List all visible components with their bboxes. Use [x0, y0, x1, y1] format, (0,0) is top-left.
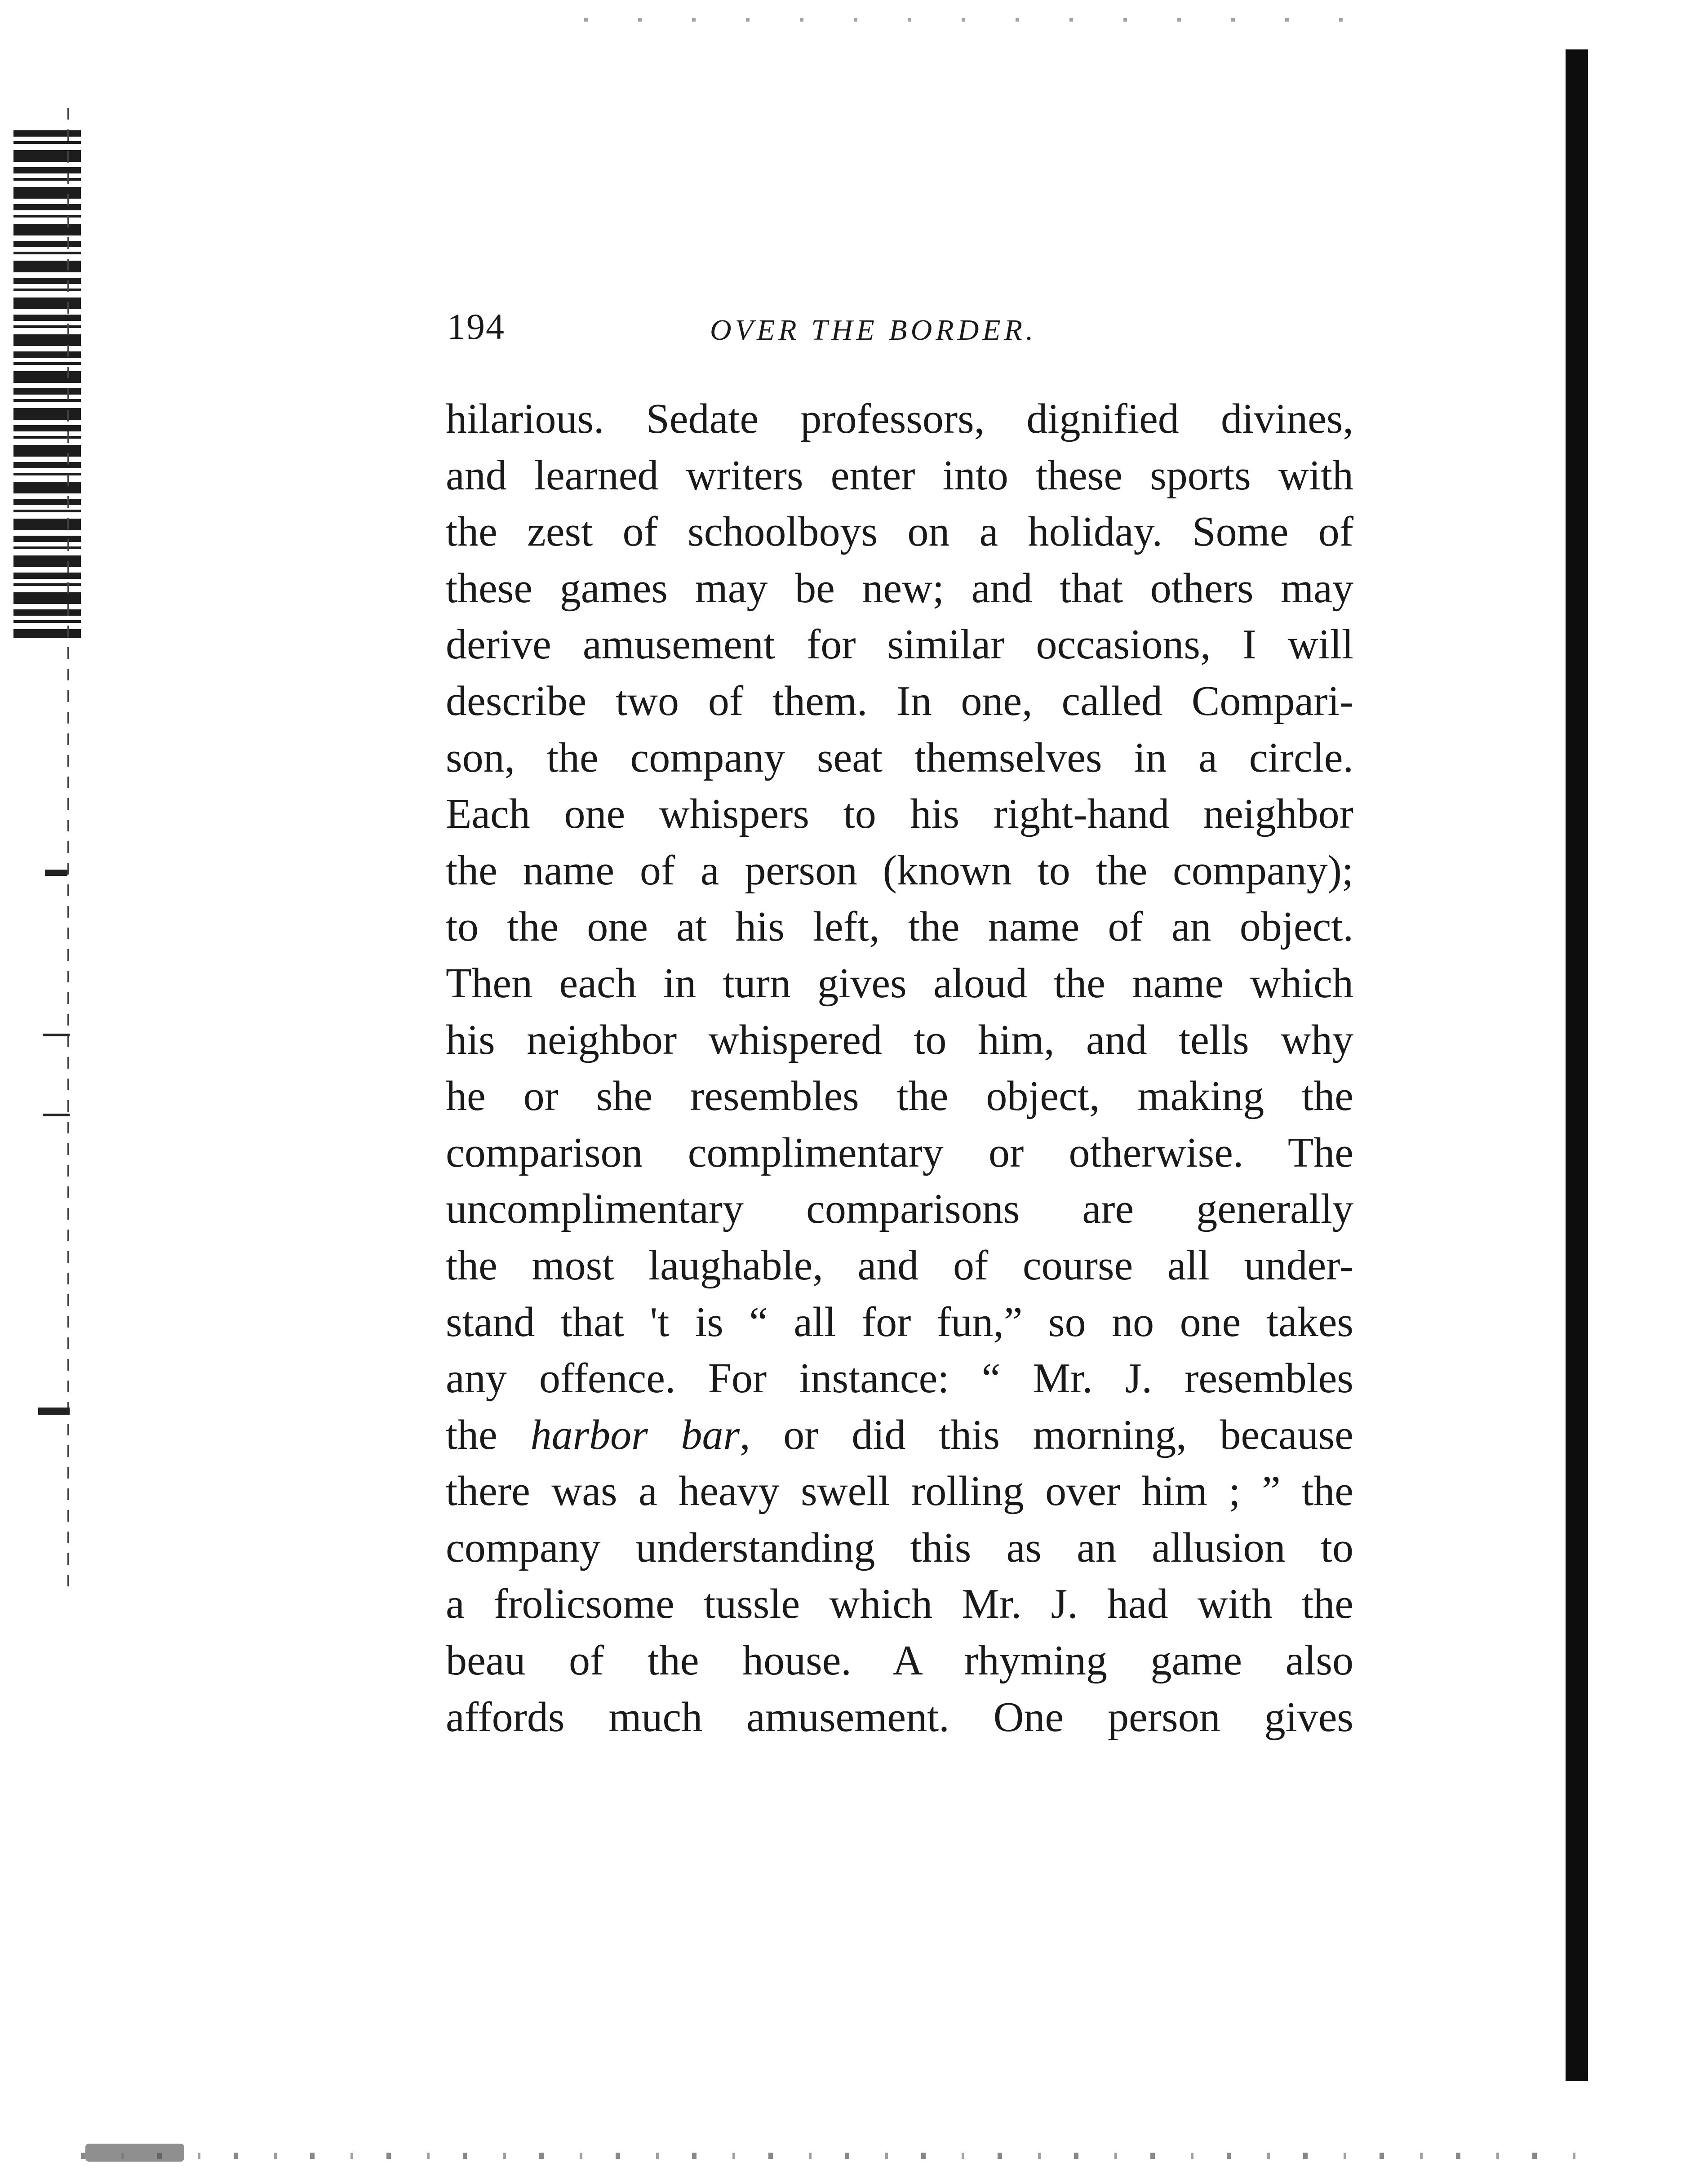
- running-head: [447, 302, 1350, 351]
- text-line: company understanding this as an allusion to: [446, 1524, 1353, 1571]
- text-line: these games may be new; and that others may: [446, 564, 1353, 612]
- text-line: a frolicsome tussle which Mr. J. had with the: [446, 1581, 1353, 1628]
- text-line: the most laughable, and of course all under-: [446, 1242, 1353, 1289]
- text-line-italic: [446, 1407, 1353, 1464]
- scan-noise-bottom: [81, 2153, 1609, 2159]
- scan-gutter-shadow: [1566, 49, 1588, 2081]
- running-title: OVER THE BORDER.: [710, 314, 1037, 346]
- text-line: Each one whispers to his right-hand neighbor: [446, 790, 1353, 838]
- text-line: his neighbor whispered to him, and tells why: [446, 1016, 1353, 1063]
- scan-edge-mark: [43, 1114, 70, 1116]
- text-line: any offence. For instance: “ Mr. J. resembles: [446, 1355, 1353, 1402]
- text-line: son, the company seat themselves in a circle.: [446, 734, 1353, 781]
- text-line: describe two of them. In one, called Compari-: [446, 677, 1353, 724]
- page-number: 194: [447, 306, 505, 347]
- text-line: there was a heavy swell rolling over him ; ” the: [446, 1468, 1353, 1515]
- text-line: the zest of schoolboys on a holiday. Some of: [446, 508, 1353, 555]
- text-line: derive amusement for similar occasions, I will: [446, 621, 1353, 668]
- text-fragment: , or did this morning, because: [740, 1411, 1353, 1458]
- italic-phrase: harbor bar: [530, 1411, 740, 1458]
- text-line: to the one at his left, the name of an object.: [446, 903, 1353, 950]
- text-line: hilarious. Sedate professors, dignified divines,: [446, 395, 1353, 442]
- text-line: affords much amusement. One person gives: [446, 1693, 1353, 1741]
- scan-edge-mark: [38, 1408, 70, 1415]
- body-text: [446, 391, 1353, 1745]
- scan-noise-top: [584, 18, 1348, 22]
- scan-edge-rule: [67, 108, 69, 1591]
- scan-edge-barcode: [13, 130, 81, 638]
- text-line: the name of a person (known to the company);: [446, 847, 1353, 894]
- text-line: comparison complimentary or otherwise. The: [446, 1129, 1353, 1176]
- text-line: uncomplimentary comparisons are generally: [446, 1186, 1353, 1233]
- scan-edge-mark: [43, 1034, 70, 1036]
- text-line: he or she resembles the object, making the: [446, 1073, 1353, 1120]
- scan-edge-mark: [45, 870, 67, 876]
- text-line: stand that 't is “ all for fun,” so no one takes: [446, 1298, 1353, 1346]
- text-line: and learned writers enter into these sports with: [446, 452, 1353, 499]
- text-fragment: the: [446, 1411, 531, 1458]
- text-line: Then each in turn gives aloud the name which: [446, 959, 1353, 1007]
- text-line: beau of the house. A rhyming game also: [446, 1637, 1353, 1684]
